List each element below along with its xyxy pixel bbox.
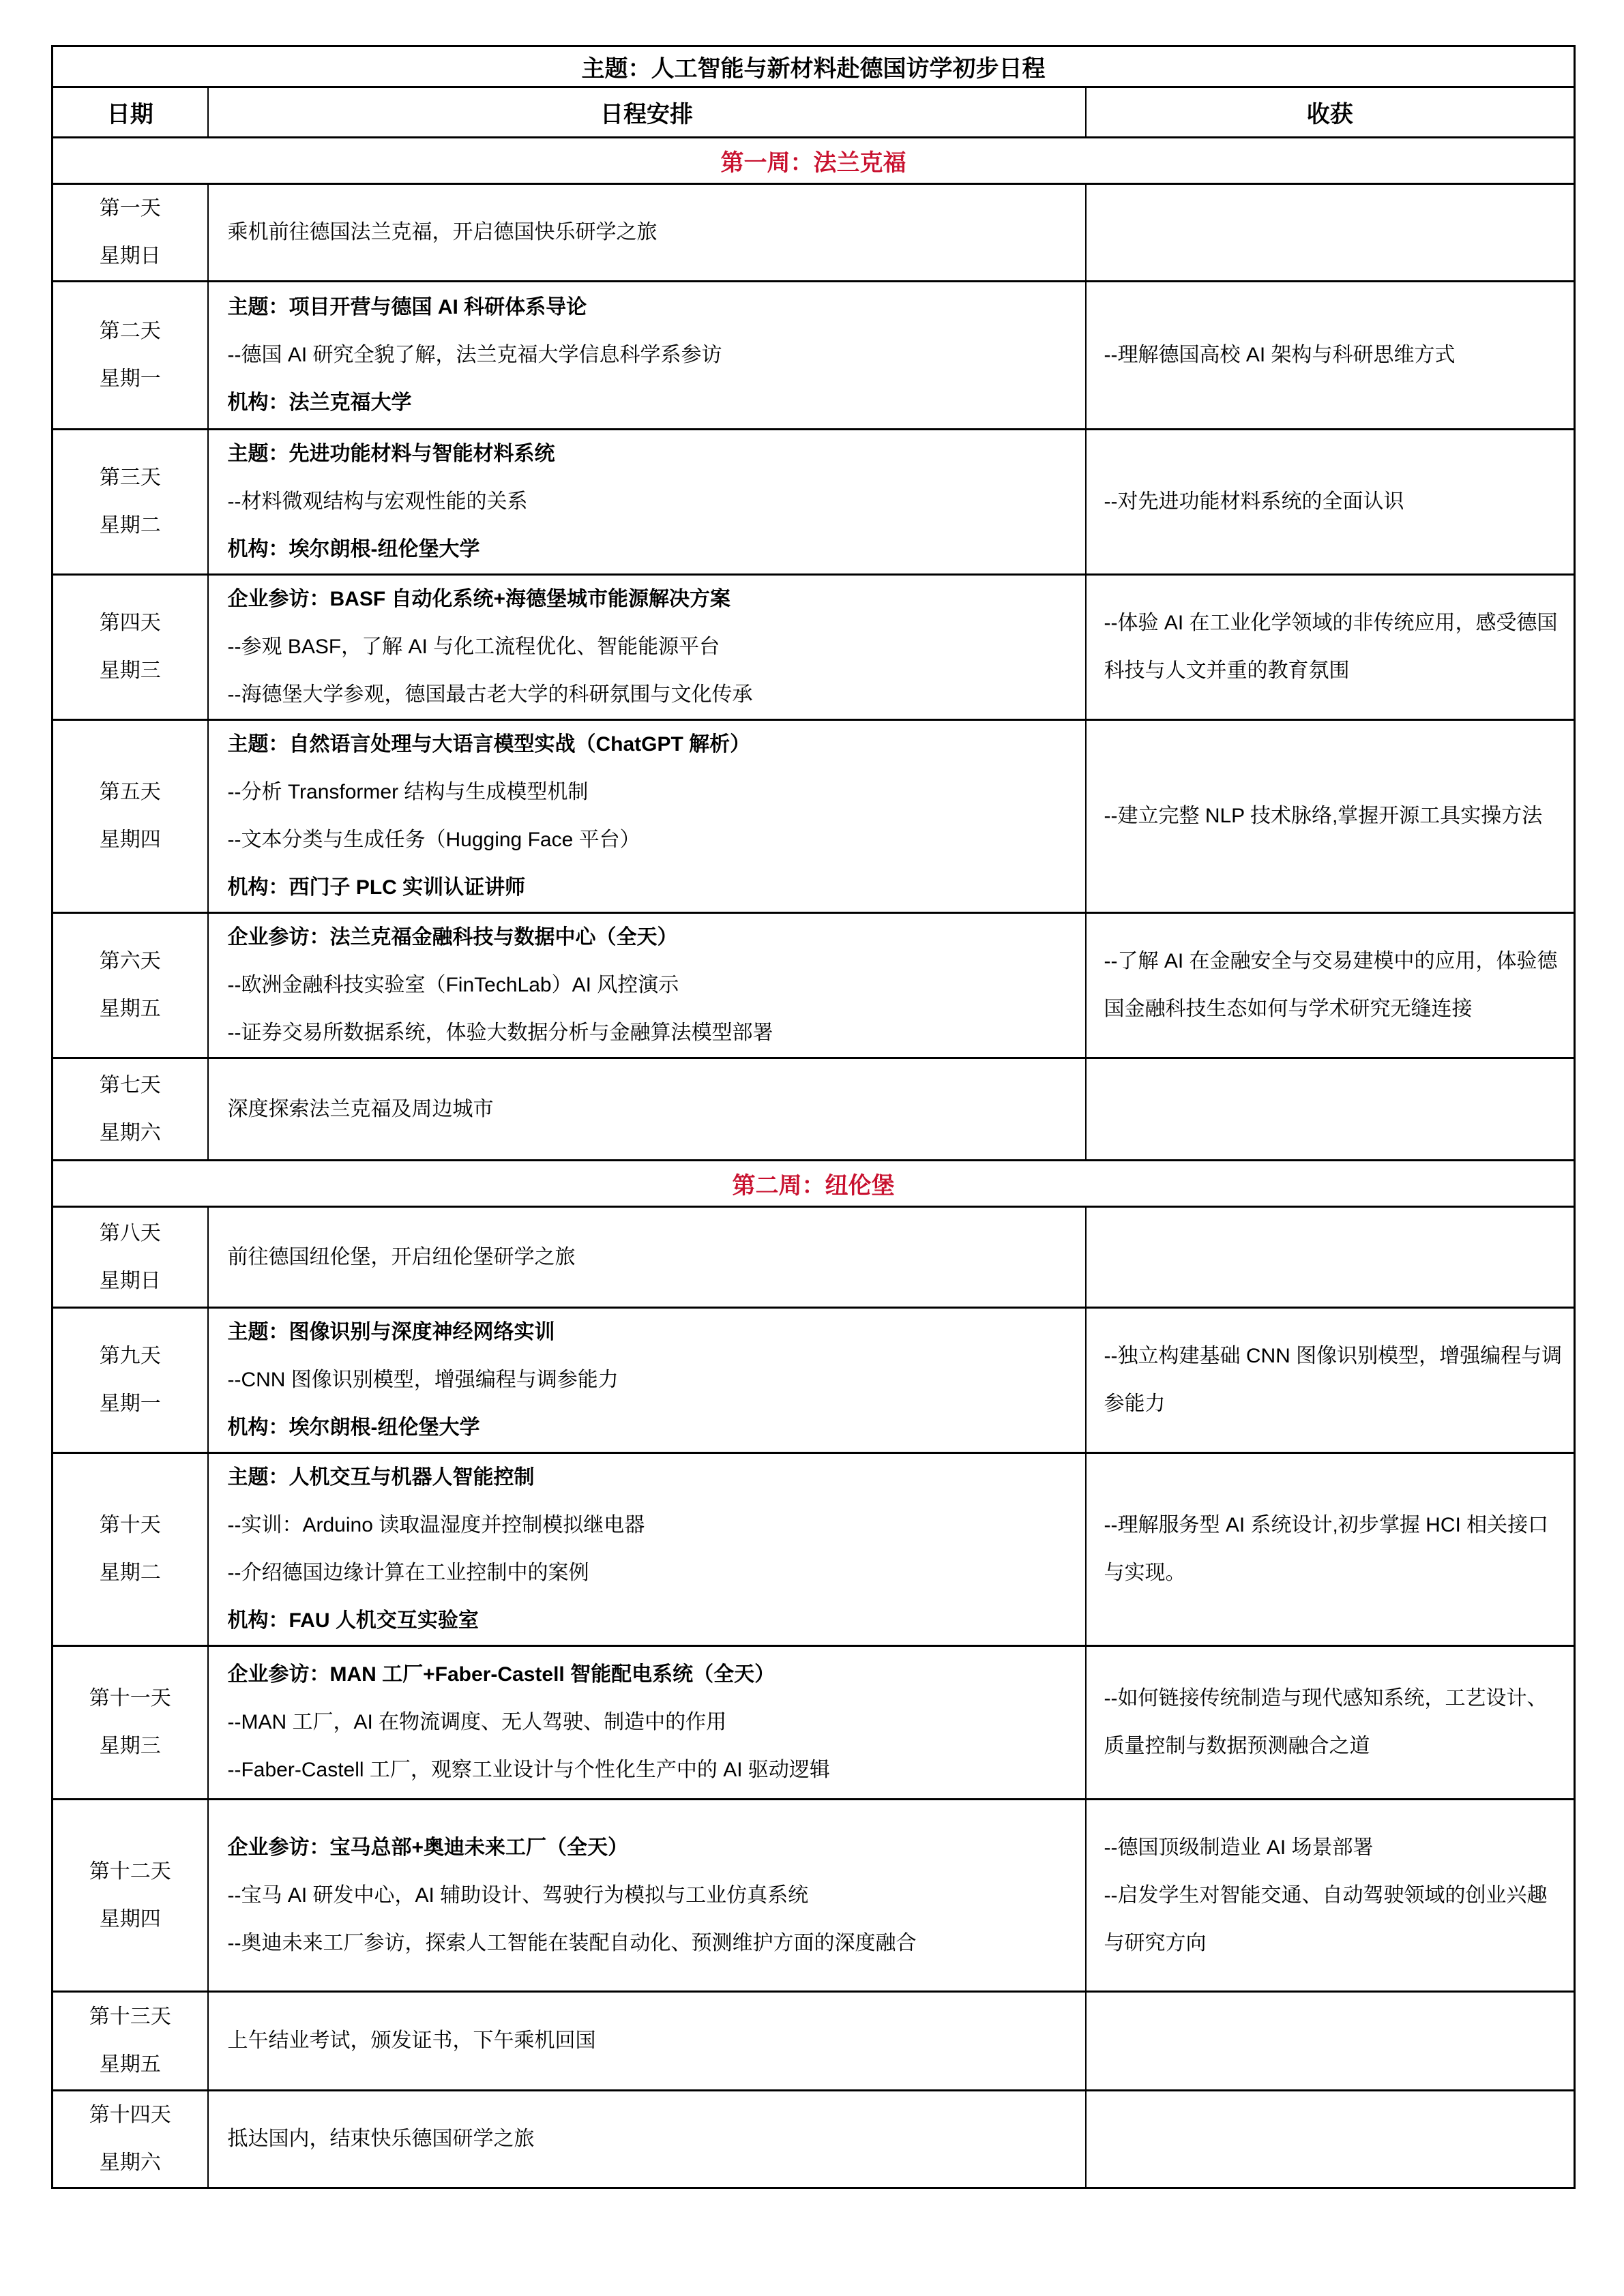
gains-cell — [1086, 913, 1575, 1058]
schedule-line: --海德堡大学参观，德国最古老大学的科研氛围与文化传承 — [227, 683, 753, 706]
day-number: 第六天 — [99, 950, 161, 972]
day-number: 第三天 — [99, 466, 161, 489]
gain-line: --德国顶级制造业 AI 场景部署 — [1104, 1836, 1374, 1859]
schedule-cell — [208, 2091, 1086, 2188]
schedule-cell — [208, 720, 1086, 913]
gains-cell — [1086, 184, 1575, 282]
gains-cell — [1086, 1453, 1575, 1646]
schedule-line: --奥迪未来工厂参访，探索人工智能在装配自动化、预测维护方面的深度融合 — [227, 1931, 917, 1954]
day-weekday: 星期三 — [99, 659, 161, 682]
schedule-cell — [208, 1207, 1086, 1308]
schedule-cell — [208, 1308, 1086, 1453]
table-title-row — [53, 46, 1575, 87]
gain-line: --体验 AI 在工业化学领域的非传统应用，感受德国科技与人文并重的教育氛围 — [1104, 612, 1558, 682]
schedule-line: 抵达国内，结束快乐德国研学之旅 — [227, 2128, 535, 2150]
schedule-line: --文本分类与生成任务（Hugging Face 平台） — [227, 829, 640, 851]
day-number: 第四天 — [99, 612, 161, 634]
schedule-line: --CNN 图像识别模型，增强编程与调参能力 — [227, 1369, 619, 1391]
schedule-line: 主题：图像识别与深度神经网络实训 — [227, 1321, 555, 1343]
schedule-cell — [208, 1992, 1086, 2091]
schedule-line: 主题：人机交互与机器人智能控制 — [227, 1466, 535, 1489]
gain-line: --如何链接传统制造与现代感知系统，工艺设计、质量控制与数据预测融合之道 — [1104, 1687, 1548, 1757]
gains-cell — [1086, 720, 1575, 913]
day-cell — [53, 282, 208, 430]
table-row — [53, 913, 1575, 1058]
schedule-line: --介绍德国边缘计算在工业控制中的案例 — [227, 1562, 589, 1584]
day-number: 第九天 — [99, 1345, 161, 1367]
day-weekday: 星期三 — [99, 1735, 161, 1757]
day-number: 第十一天 — [89, 1687, 171, 1710]
schedule-cell — [208, 282, 1086, 430]
day-cell — [53, 1992, 208, 2091]
table-row — [53, 1453, 1575, 1646]
schedule-line: --德国 AI 研究全貌了解，法兰克福大学信息科学系参访 — [227, 344, 722, 366]
schedule-line: 企业参访：MAN 工厂+Faber-Castell 智能配电系统（全天） — [227, 1663, 776, 1686]
itinerary-table — [51, 45, 1576, 2189]
table-row — [53, 282, 1575, 430]
schedule-line: --分析 Transformer 结构与生成模型机制 — [227, 781, 589, 803]
day-cell — [53, 575, 208, 720]
schedule-cell — [208, 1058, 1086, 1161]
schedule-line: 机构：埃尔朗根-纽伦堡大学 — [227, 538, 480, 561]
schedule-line: 上午结业考试，颁发证书，下午乘机回国 — [227, 2029, 596, 2052]
gains-cell — [1086, 1646, 1575, 1800]
table-row — [53, 720, 1575, 913]
day-cell — [53, 430, 208, 575]
day-number: 第十天 — [99, 1514, 161, 1536]
gain-line: --建立完整 NLP 技术脉络,掌握开源工具实操方法 — [1104, 805, 1543, 827]
table-title: 主题：人工智能与新材料赴德国访学初步日程 — [53, 46, 1575, 87]
schedule-line: 主题：自然语言处理与大语言模型实战（ChatGPT 解析） — [227, 733, 751, 756]
schedule-line: 前往德国纽伦堡，开启纽伦堡研学之旅 — [227, 1245, 576, 1268]
day-weekday: 星期五 — [99, 998, 161, 1020]
day-number: 第十四天 — [89, 2104, 171, 2126]
table-row — [53, 1058, 1575, 1161]
day-number: 第十二天 — [89, 1860, 171, 1883]
schedule-line: 乘机前往德国法兰克福，开启德国快乐研学之旅 — [227, 221, 658, 243]
day-number: 第七天 — [99, 1073, 161, 1097]
day-weekday: 星期四 — [99, 829, 161, 851]
gains-cell — [1086, 282, 1575, 430]
day-weekday: 星期五 — [99, 2053, 161, 2076]
gains-cell — [1086, 1207, 1575, 1308]
day-cell — [53, 1800, 208, 1992]
column-header-date: 日期 — [53, 87, 208, 138]
gain-line: --理解服务型 AI 系统设计,初步掌握 HCI 相关接口与实现。 — [1104, 1514, 1549, 1584]
schedule-line: --实训：Arduino 读取温湿度并控制模拟继电器 — [227, 1514, 645, 1536]
section-label: 第一周：法兰克福 — [53, 138, 1575, 184]
schedule-line: 机构：西门子 PLC 实训认证讲师 — [227, 876, 526, 899]
day-weekday: 星期一 — [99, 368, 161, 390]
day-weekday: 星期二 — [99, 1562, 161, 1584]
schedule-line: 企业参访：宝马总部+奥迪未来工厂（全天） — [227, 1836, 629, 1859]
schedule-cell — [208, 430, 1086, 575]
schedule-line: 机构：埃尔朗根-纽伦堡大学 — [227, 1416, 480, 1439]
gain-line: --独立构建基础 CNN 图像识别模型，增强编程与调参能力 — [1104, 1345, 1563, 1415]
schedule-cell — [208, 913, 1086, 1058]
day-cell — [53, 1308, 208, 1453]
day-number: 第八天 — [99, 1221, 161, 1244]
gains-cell — [1086, 575, 1575, 720]
gains-cell — [1086, 1992, 1575, 2091]
gain-line: --了解 AI 在金融安全与交易建模中的应用，体验德国金融科技生态如何与学术研究无缝连接 — [1104, 950, 1558, 1020]
schedule-line: 主题：项目开营与德国 AI 科研体系导论 — [227, 296, 587, 318]
gain-line: --对先进功能材料系统的全面认识 — [1104, 490, 1404, 513]
day-cell — [53, 1207, 208, 1308]
day-cell — [53, 184, 208, 282]
day-number: 第五天 — [99, 781, 161, 803]
schedule-line: --MAN 工厂，AI 在物流调度、无人驾驶、制造中的作用 — [227, 1711, 727, 1733]
section-header-week1 — [53, 138, 1575, 184]
day-cell — [53, 720, 208, 913]
schedule-line: --参观 BASF，了解 AI 与化工流程优化、智能能源平台 — [227, 636, 720, 658]
schedule-cell — [208, 575, 1086, 720]
day-cell — [53, 1058, 208, 1161]
day-cell — [53, 913, 208, 1058]
schedule-line: --Faber-Castell 工厂，观察工业设计与个性化生产中的 AI 驱动逻辑 — [227, 1759, 830, 1781]
table-row — [53, 1646, 1575, 1800]
day-weekday: 星期二 — [99, 514, 161, 537]
schedule-line: 主题：先进功能材料与智能材料系统 — [227, 443, 555, 465]
gains-cell — [1086, 1058, 1575, 1161]
table-row — [53, 1308, 1575, 1453]
gains-cell — [1086, 1800, 1575, 1992]
day-weekday: 星期四 — [99, 1907, 161, 1930]
schedule-line: --欧洲金融科技实验室（FinTechLab）AI 风控演示 — [227, 974, 679, 996]
gain-line: --启发学生对智能交通、自动驾驶领域的创业兴趣与研究方向 — [1104, 1883, 1548, 1954]
day-weekday: 星期六 — [99, 2151, 161, 2174]
table-row — [53, 1207, 1575, 1308]
schedule-line: 深度探索法兰克福及周边城市 — [227, 1097, 494, 1120]
column-header-gains: 收获 — [1086, 87, 1575, 138]
table-header-row — [53, 87, 1575, 138]
day-cell — [53, 2091, 208, 2188]
section-label: 第二周：纽伦堡 — [53, 1161, 1575, 1207]
gains-cell — [1086, 1308, 1575, 1453]
day-number: 第一天 — [99, 197, 161, 220]
day-weekday: 星期日 — [99, 1269, 161, 1292]
table-row — [53, 1992, 1575, 2091]
table-row — [53, 575, 1575, 720]
schedule-line: --宝马 AI 研发中心，AI 辅助设计、驾驶行为模拟与工业仿真系统 — [227, 1883, 809, 1907]
schedule-cell — [208, 1800, 1086, 1992]
section-header-week2 — [53, 1161, 1575, 1207]
schedule-line: 机构：FAU 人机交互实验室 — [227, 1609, 479, 1632]
schedule-cell — [208, 184, 1086, 282]
day-number: 第十三天 — [89, 2006, 171, 2028]
day-cell — [53, 1646, 208, 1800]
day-number: 第二天 — [99, 320, 161, 342]
column-header-schedule: 日程安排 — [208, 87, 1086, 138]
schedule-cell — [208, 1646, 1086, 1800]
gain-line: --理解德国高校 AI 架构与科研思维方式 — [1104, 344, 1456, 366]
gains-cell — [1086, 2091, 1575, 2188]
schedule-line: --证券交易所数据系统，体验大数据分析与金融算法模型部署 — [227, 1022, 773, 1044]
table-row — [53, 184, 1575, 282]
schedule-line: 企业参访：BASF 自动化系统+海德堡城市能源解决方案 — [227, 588, 731, 610]
day-weekday: 星期一 — [99, 1392, 161, 1415]
day-weekday: 星期日 — [99, 245, 161, 267]
schedule-line: --材料微观结构与宏观性能的关系 — [227, 490, 528, 513]
schedule-cell — [208, 1453, 1086, 1646]
table-row — [53, 2091, 1575, 2188]
table-row — [53, 430, 1575, 575]
day-cell — [53, 1453, 208, 1646]
table-row — [53, 1800, 1575, 1992]
gains-cell — [1086, 430, 1575, 575]
schedule-line: 企业参访：法兰克福金融科技与数据中心（全天） — [227, 926, 678, 949]
schedule-line: 机构：法兰克福大学 — [227, 391, 412, 414]
day-weekday: 星期六 — [99, 1121, 161, 1144]
